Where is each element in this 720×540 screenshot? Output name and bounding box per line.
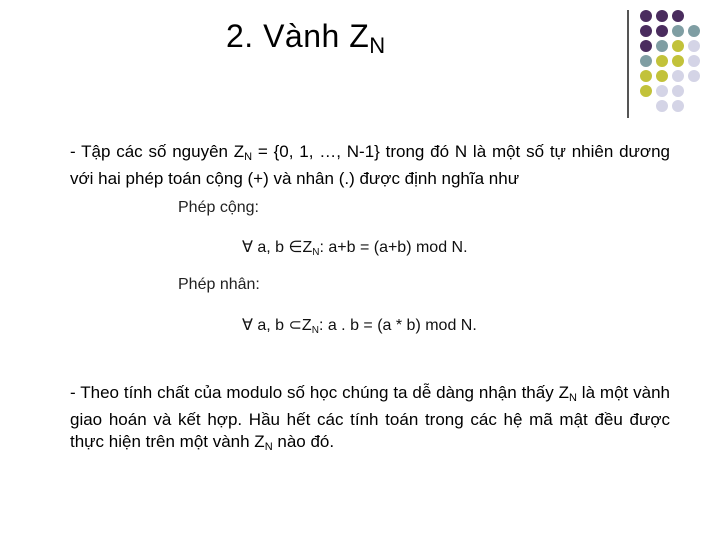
decorative-dot xyxy=(688,70,700,82)
decorative-dot xyxy=(672,25,684,37)
decorative-dot xyxy=(672,10,684,22)
decorative-dot xyxy=(640,25,652,37)
decorative-dot xyxy=(640,55,652,67)
decorative-dot xyxy=(688,55,700,67)
decorative-dot xyxy=(672,70,684,82)
paragraph-definition: - Tập các số nguyên $Z_N = \{0$, 1, …, N-1} trong đó N là một số tự nhiên dương với hai phép toán cộng (+) và nhân (.) được định nghĩa như xyxy=(70,142,670,188)
decorative-dot xyxy=(640,85,652,97)
decorative-dot xyxy=(688,40,700,52)
multiplication-formula: ∀ a, b $\subset Z_N$: a . b = (a * b) mod N. xyxy=(242,317,477,336)
slide-title: 2. Vành $Z_N$ xyxy=(226,18,386,58)
paragraph-remark: - Theo tính chất của modulo số học chúng ta dễ dàng nhận thấy $Z_N$ là một vành giao hoán và kết hợp. Hầu hết các tính toán trong các hệ mã mật đều được thực hiện trên một vành $Z_N$ nào đó. xyxy=(70,383,670,453)
decorative-dot xyxy=(656,85,668,97)
decorative-dot xyxy=(672,40,684,52)
decorative-dot xyxy=(688,25,700,37)
decorative-dot xyxy=(656,70,668,82)
decorative-dot xyxy=(656,40,668,52)
addition-label: Phép cộng: xyxy=(178,199,259,216)
divider-line xyxy=(627,10,629,118)
decorative-dot xyxy=(656,55,668,67)
decorative-dot xyxy=(656,100,668,112)
decorative-dot xyxy=(672,85,684,97)
decorative-dot xyxy=(672,55,684,67)
decorative-dot-grid xyxy=(640,10,720,120)
decorative-dot xyxy=(640,40,652,52)
decorative-dot xyxy=(640,70,652,82)
decorative-dot xyxy=(640,10,652,22)
decorative-dot xyxy=(656,10,668,22)
addition-formula: ∀ a, b $\in Z_N$: a+b = (a+b) mod N. xyxy=(242,239,468,258)
multiplication-label: Phép nhân: xyxy=(178,276,260,293)
decorative-dot xyxy=(672,100,684,112)
decorative-dot xyxy=(656,25,668,37)
